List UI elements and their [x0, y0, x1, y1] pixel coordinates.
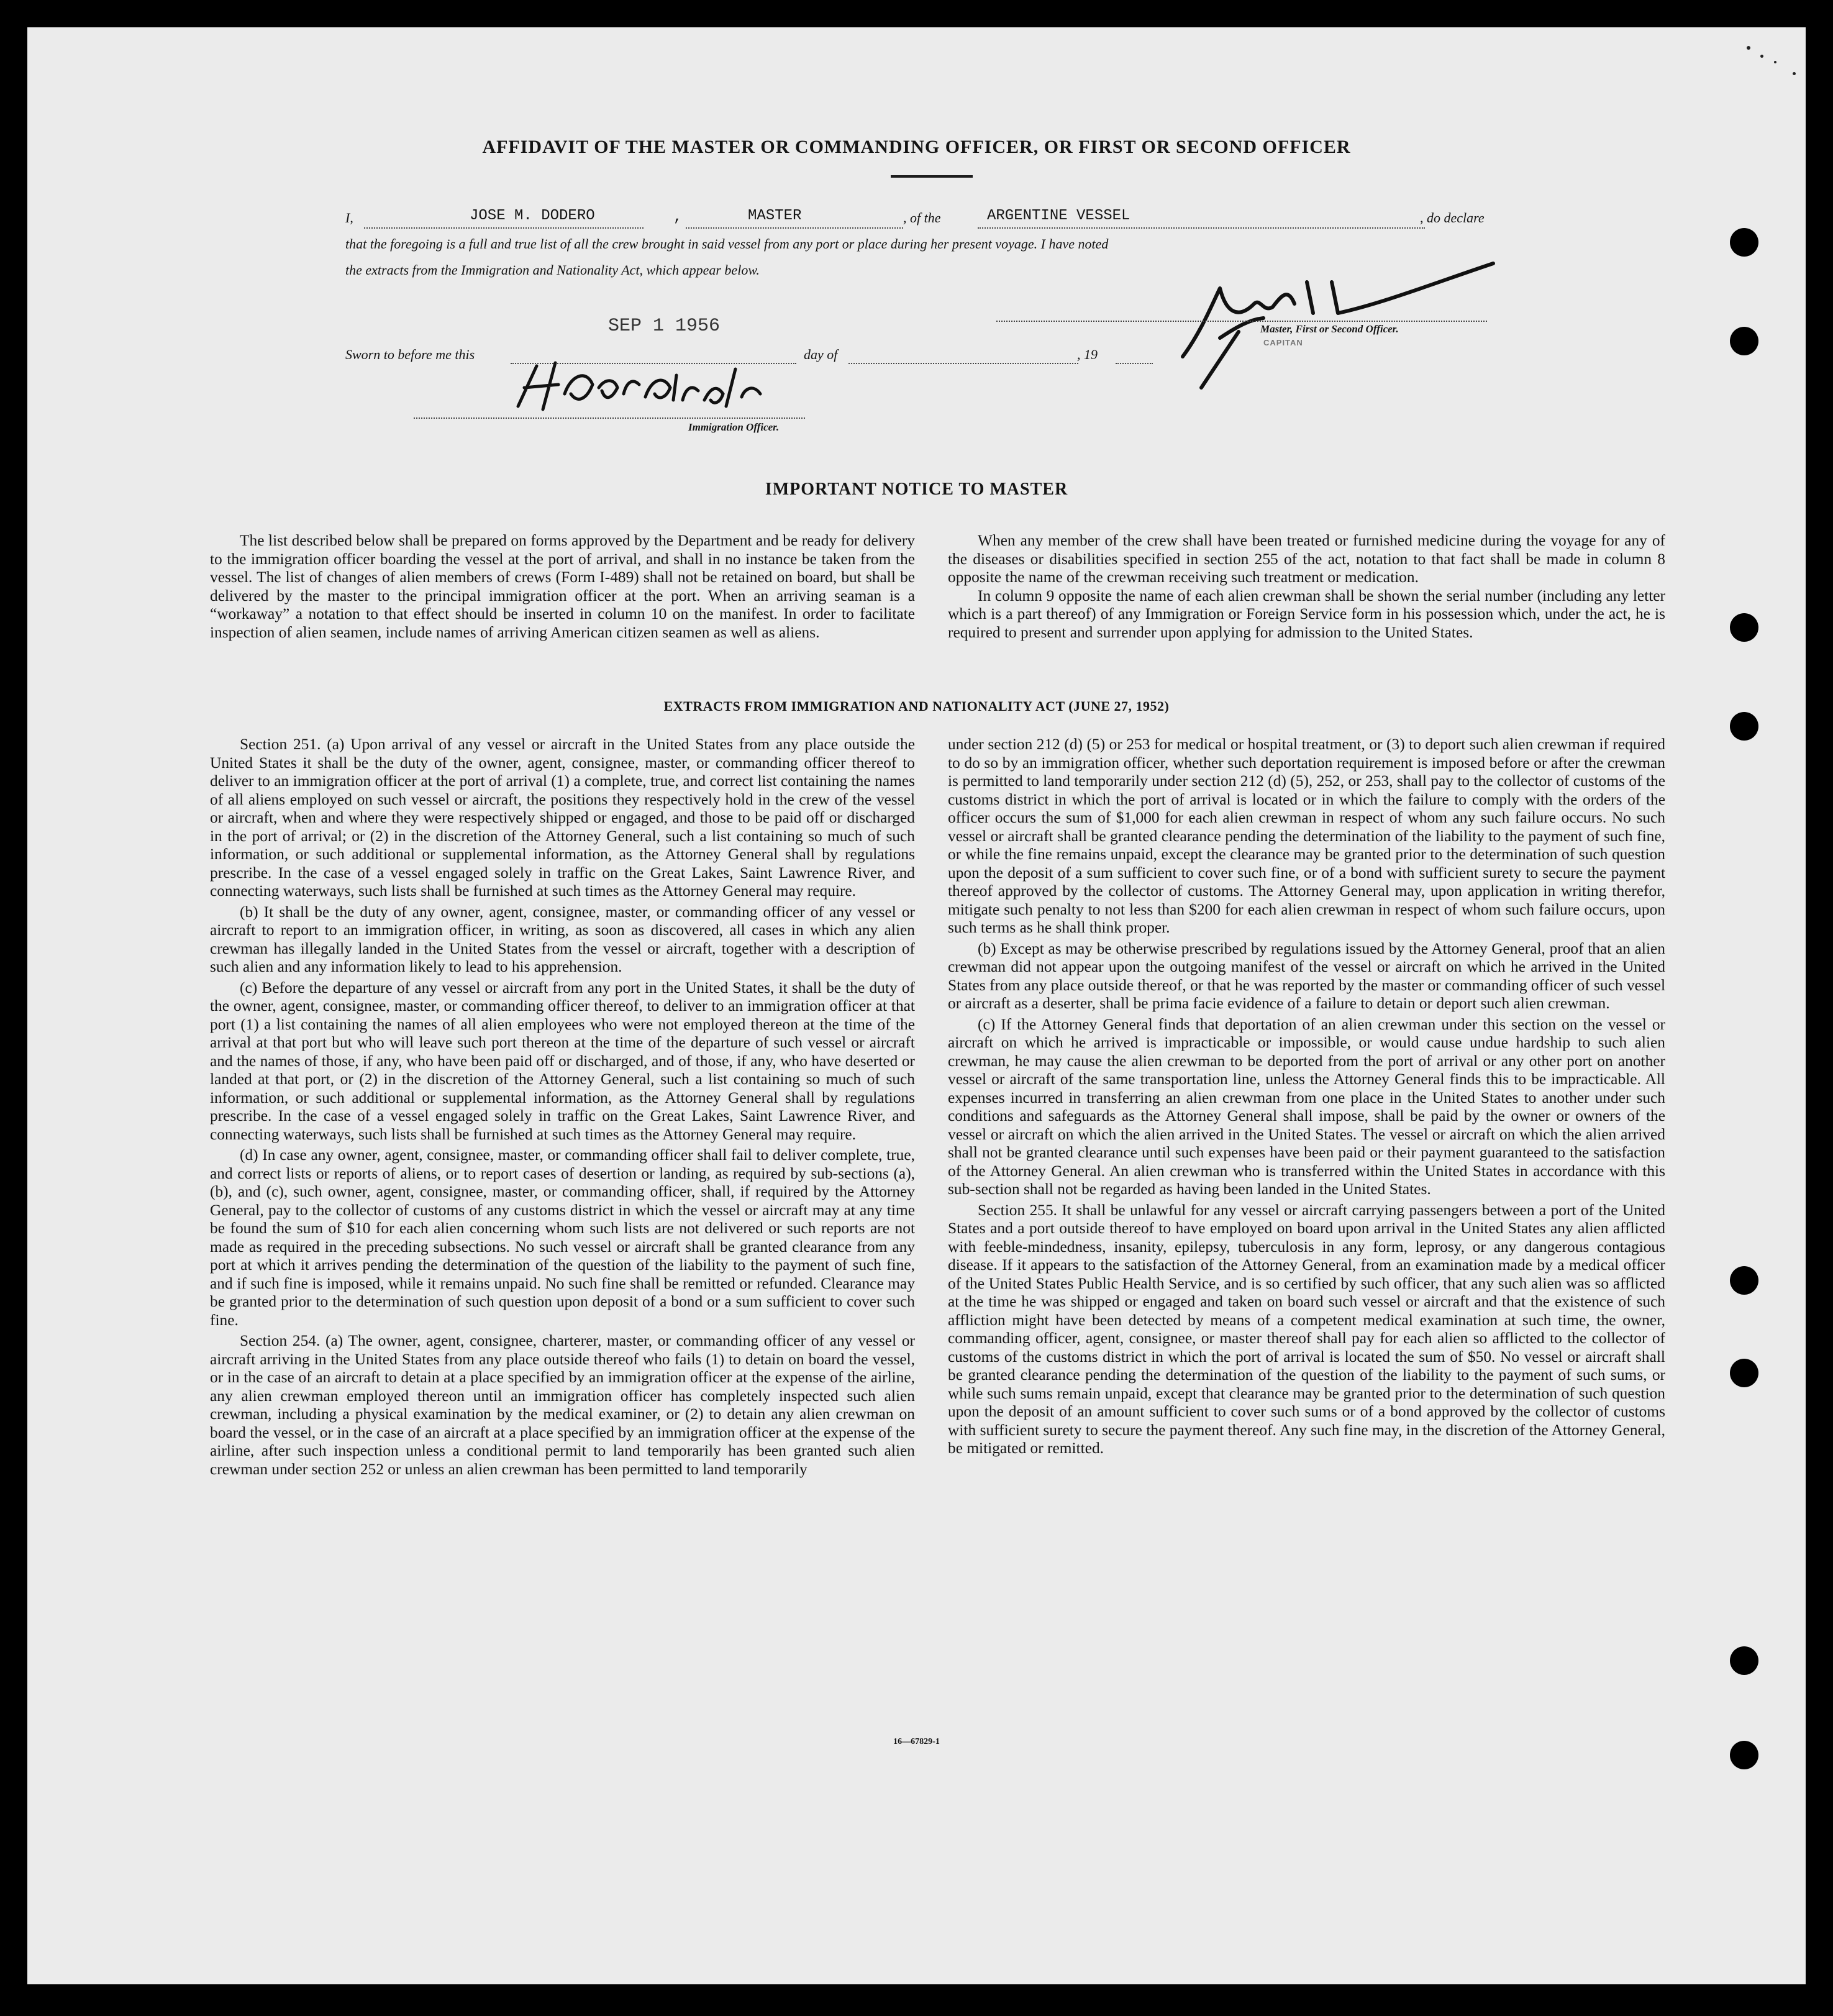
capitan-stamp: CAPITAN	[1263, 338, 1303, 347]
date-stamp: SEP 1 1956	[608, 316, 721, 337]
speck	[1774, 61, 1776, 63]
extract-section-254a-cont: under section 212 (d) (5) or 253 for medical or hospital treatment, or (3) to deport such alien crewman if required to do so by an immigration officer, whether such deportation requirement is imposed before or after the crewman is permitted to land temporarily under section 212 (d) (5), 252, or 253, shall pay to the collector of customs of the customs district in which the port of arrival is located or in which the failure to comply with the orders of the officer occurs the sum of $1,000 for each alien crewman in respect of whom any such failure occurs. No such vessel or aircraft shall be granted clearance pending the determination of the liability to the payment of such fine, or while the fine remains unpaid, except the clearance may be granted prior to the determination of such question upon the deposit of a sum sufficient to cover such fine, or of a bond with sufficient surety to secure the payment thereof approved by the collector of customs. The Attorney General may, upon application in writing therefor, mitigate such penalty to not less than $200 for each alien crewman in respect of whom such failure occurs, upon such terms as he shall think proper.	[948, 736, 1665, 936]
extract-section-254b: (b) Except as may be otherwise prescribed by regulations issued by the Attorney General, proof that an alien crewman did not appear upon the outgoing manifest of the vessel or aircraft on which he arrived in the United States from any place outside thereof, or that he was reported by the master or commanding officer of such vessel or aircraft as a deserter, shall be prima facie evidence of a failure to detain or deport such alien crewman.	[948, 939, 1665, 1012]
notice-right-column	[948, 532, 1665, 642]
extract-section-251a: Section 251. (a) Upon arrival of any vessel or aircraft in the United States from any place outside the United States it shall be the duty of the owner, agent, consignee, master, or commanding officer thereof to deliver to an immigration officer at the port of arrival (1) a complete, true, and correct list containing the names of all aliens employed on such vessel or aircraft, the positions they respectively hold in the crew of the vessel or aircraft, when and where they were respectively shipped or engaged, and those to be paid off or discharged in the port of arrival; or (2) in the discretion of the Attorney General, such a list containing so much of such information, or such additional or supplemental information, as the Attorney General shall by regulations prescribe. In the case of a vessel engaged solely in traffic on the Great Lakes, Saint Lawrence River, and connecting waterways, such lists shall be furnished at such times as the Attorney General may require.	[210, 736, 915, 900]
sworn-year-line	[1116, 363, 1153, 364]
rank-value: MASTER	[748, 208, 802, 224]
notice-right-paragraph-2: In column 9 opposite the name of each alien crewman shall be shown the serial number (including any letter which is a part thereof) of any Immigration or Foreign Service form in his possession which, under the act, he is required to present and surrender upon applying for admission to the United States.	[948, 586, 1665, 641]
sworn-month-line	[848, 363, 1078, 364]
extracts-right-column	[948, 736, 1665, 1458]
year-label: , 19	[1077, 347, 1098, 362]
notice-title: IMPORTANT NOTICE TO MASTER	[765, 480, 1068, 499]
declaration-line-2: the extracts from the Immigration and Nationality Act, which appear below.	[345, 262, 760, 278]
signature-caption: Master, First or Second Officer.	[1260, 323, 1399, 335]
affidavit-title: AFFIDAVIT OF THE MASTER OR COMMANDING OFFICER, OR FIRST OR SECOND OFFICER	[482, 137, 1351, 157]
vessel-line	[978, 227, 1425, 229]
name-comma: ,	[673, 209, 683, 226]
officer-signature-line	[414, 417, 805, 419]
do-declare-label: , do declare	[1420, 210, 1485, 226]
vessel-value: ARGENTINE VESSEL	[987, 208, 1130, 224]
master-signature-line	[996, 321, 1487, 322]
document-page	[27, 27, 1806, 1984]
binder-hole-1	[1730, 228, 1758, 257]
master-signature	[1145, 245, 1518, 394]
binder-hole-6	[1730, 1359, 1758, 1387]
form-number: 16—67829-1	[893, 1737, 940, 1746]
extract-section-251d: (d) In case any owner, agent, consignee, master, or commanding officer shall fail to deliver complete, true, and correct lists or reports of aliens, or to report cases of desertion or landing, as required by sub-sections (a), (b), and (c), such owner, agent, consignee, master, or commanding officer, shall, if required by the Attorney General, pay to the collector of customs of any customs district in which the vessel or aircraft may at any time be found the sum of $10 for each alien concerning whom such lists are not delivered or such reports are not made as required in the preceding subsections. No such vessel or aircraft shall be granted clearance from any port at which it arrives pending the determination of the question of the liability to the payment of such fine, and if such fine is imposed, while it remains unpaid. No such fine shall be remitted or refunded. Clearance may be granted prior to the determination of such question upon deposit of a bond or a sum sufficient to cover such fine.	[210, 1146, 915, 1329]
binder-hole-4	[1730, 712, 1758, 741]
extract-section-254a: Section 254. (a) The owner, agent, consignee, charterer, master, or commanding officer of any vessel or aircraft arriving in the United States from any place outside thereof who fails (1) to detain on board the vessel, or in the case of an aircraft to detain at a place specified by an immigration officer at the expense of the airline, any alien crewman employed thereon until an immigration officer has completely inspected such alien crewman, including a physical examination by the medical examiner, or (2) to detain any alien crewman on board the vessel, or in the case of an aircraft at a place specified by an immigration officer at the expense of the airline, after such inspection unless a conditional permit to land temporarily has been granted such alien crewman under section 252 or unless an alien crewman has been permitted to land temporarily	[210, 1332, 915, 1478]
binder-hole-2	[1730, 327, 1758, 355]
notice-right-paragraph-1: When any member of the crew shall have been treated or furnished medicine during the voyage for any of the diseases or disabilities specified in section 255 of the act, notation to that fact shall be made in column 8 opposite the name of the crewman receiving such treatment or medication.	[948, 532, 1665, 586]
immigration-officer-signature	[499, 350, 810, 419]
i-label: I,	[345, 210, 353, 226]
extracts-title: EXTRACTS FROM IMMIGRATION AND NATIONALITY ACT (JUNE 27, 1952)	[663, 698, 1170, 714]
extract-section-251c: (c) Before the departure of any vessel or aircraft from any port in the United States, it shall be the duty of the owner, agent, consignee, master, or commanding officer thereof, to deliver to an immigration officer at that port (1) a list containing the names of all alien employees who were not employed thereon at the time of the arrival at that port but who will leave such port thereon at the time of the departure of such vessel or aircraft and the names of those, if any, who have been paid off or discharged, and of those, if any, who have deserted or landed at that port, or (2) in the discretion of the Attorney General, such a list containing so much of such information, or such additional or supplemental information, as the Attorney General shall by regulations prescribe. In the case of a vessel engaged solely in traffic on the Great Lakes, Saint Lawrence River, and connecting waterways, such lists shall be furnished at such times as the Attorney General may require.	[210, 978, 915, 1143]
declaration-line-1: that the foregoing is a full and true list of all the crew brought in said vessel from any port or place during her present voyage. I have noted	[345, 236, 1109, 252]
notice-left-paragraph: The list described below shall be prepared on forms approved by the Department and be ready for delivery to the immigration officer boarding the vessel at the port of arrival, and shall in no instance be taken from the vessel. The list of changes of alien members of crews (Form I-489) shall not be retained on board, but shall be delivered by the master to the principal immigration officer at the port. When an arriving seaman is a “workaway” a notation to that effect should be inserted in column 10 on the manifest. In order to facilitate inspection of alien seamen, include names of arriving American citizen seamen as well as aliens.	[210, 532, 915, 641]
extracts-left-column	[210, 736, 915, 1479]
binder-hole-3	[1730, 613, 1758, 642]
speck	[1793, 72, 1796, 75]
day-of-label: day of	[804, 347, 838, 362]
binder-hole-7	[1730, 1646, 1758, 1675]
extract-section-255: Section 255. It shall be unlawful for any vessel or aircraft carrying passengers between a port of the United States and a port outside thereof to have employed on board upon arrival in the United States any alien afflicted with feeble-mindedness, insanity, epilepsy, tuberculosis in any form, leprosy, or any dangerous contagious disease. If it appears to the satisfaction of the Attorney General, from an examination made by a medical officer of the United States Public Health Service, and is so certified by such officer, that any such alien was so afflicted at the time he was shipped or engaged and taken on board such vessel or aircraft and that the existence of such affliction might have been detected by means of a competent medical examination at such time, the owner, commanding officer, agent, consignee, or master thereof shall pay for each alien so afflicted to the collector of customs of the customs district in which the port of arrival is located the sum of $50. No vessel or aircraft shall be granted clearance pending the determination of the question of the liability to the payment of such sums, or while such sums remain unpaid, except that clearance may be granted prior to the determination of such question upon the deposit of an amount sufficient to cover such sums or of a bond approved by the collector of customs with sufficient surety to secure the payment thereof. Any such fine may, in the discretion of the Attorney General, be mitigated or remitted.	[948, 1201, 1665, 1457]
master-name: JOSE M. DODERO	[470, 208, 595, 224]
binder-hole-5	[1730, 1266, 1758, 1295]
sworn-label: Sworn to before me this	[345, 347, 475, 362]
officer-caption: Immigration Officer.	[688, 421, 780, 433]
speck	[1747, 46, 1750, 50]
extract-section-251b: (b) It shall be the duty of any owner, agent, consignee, master, or commanding officer of any vessel or aircraft to report to an immigration officer, in writing, as soon as discovered, all cases in which any alien crewman has illegally landed in the United States from the vessel or aircraft, together with a description of such alien and any information likely to lead to his apprehension.	[210, 903, 915, 975]
name-line	[364, 227, 644, 229]
binder-hole-8	[1730, 1741, 1758, 1769]
speck	[1760, 55, 1763, 58]
of-the-label: , of the	[903, 210, 941, 226]
title-divider	[891, 175, 973, 178]
notice-left-column	[210, 532, 915, 642]
extract-section-254c: (c) If the Attorney General finds that deportation of an alien crewman under this section on the vessel or aircraft on which he arrived is impracticable or impossible, or would cause undue hardship to such alien crewman, he may cause the alien crewman to be deported from the port of arrival or any other port on another vessel or aircraft of the same transportation line, unless the Attorney General finds this to be impracticable. All expenses incurred in transferring an alien crewman from one place in the United States to another under such conditions and safeguards as the Attorney General shall impose, shall be paid by the owner or owners of the vessel or aircraft on which the alien arrived in the United States. The vessel or aircraft on which the alien arrived shall not be granted clearance until such expenses have been paid or their payment guaranteed to the satisfaction of the Attorney General. An alien crewman who is transferred within the United States in accordance with this sub-section shall not be regarded as having been landed in the United States.	[948, 1015, 1665, 1198]
rank-line	[686, 227, 903, 229]
